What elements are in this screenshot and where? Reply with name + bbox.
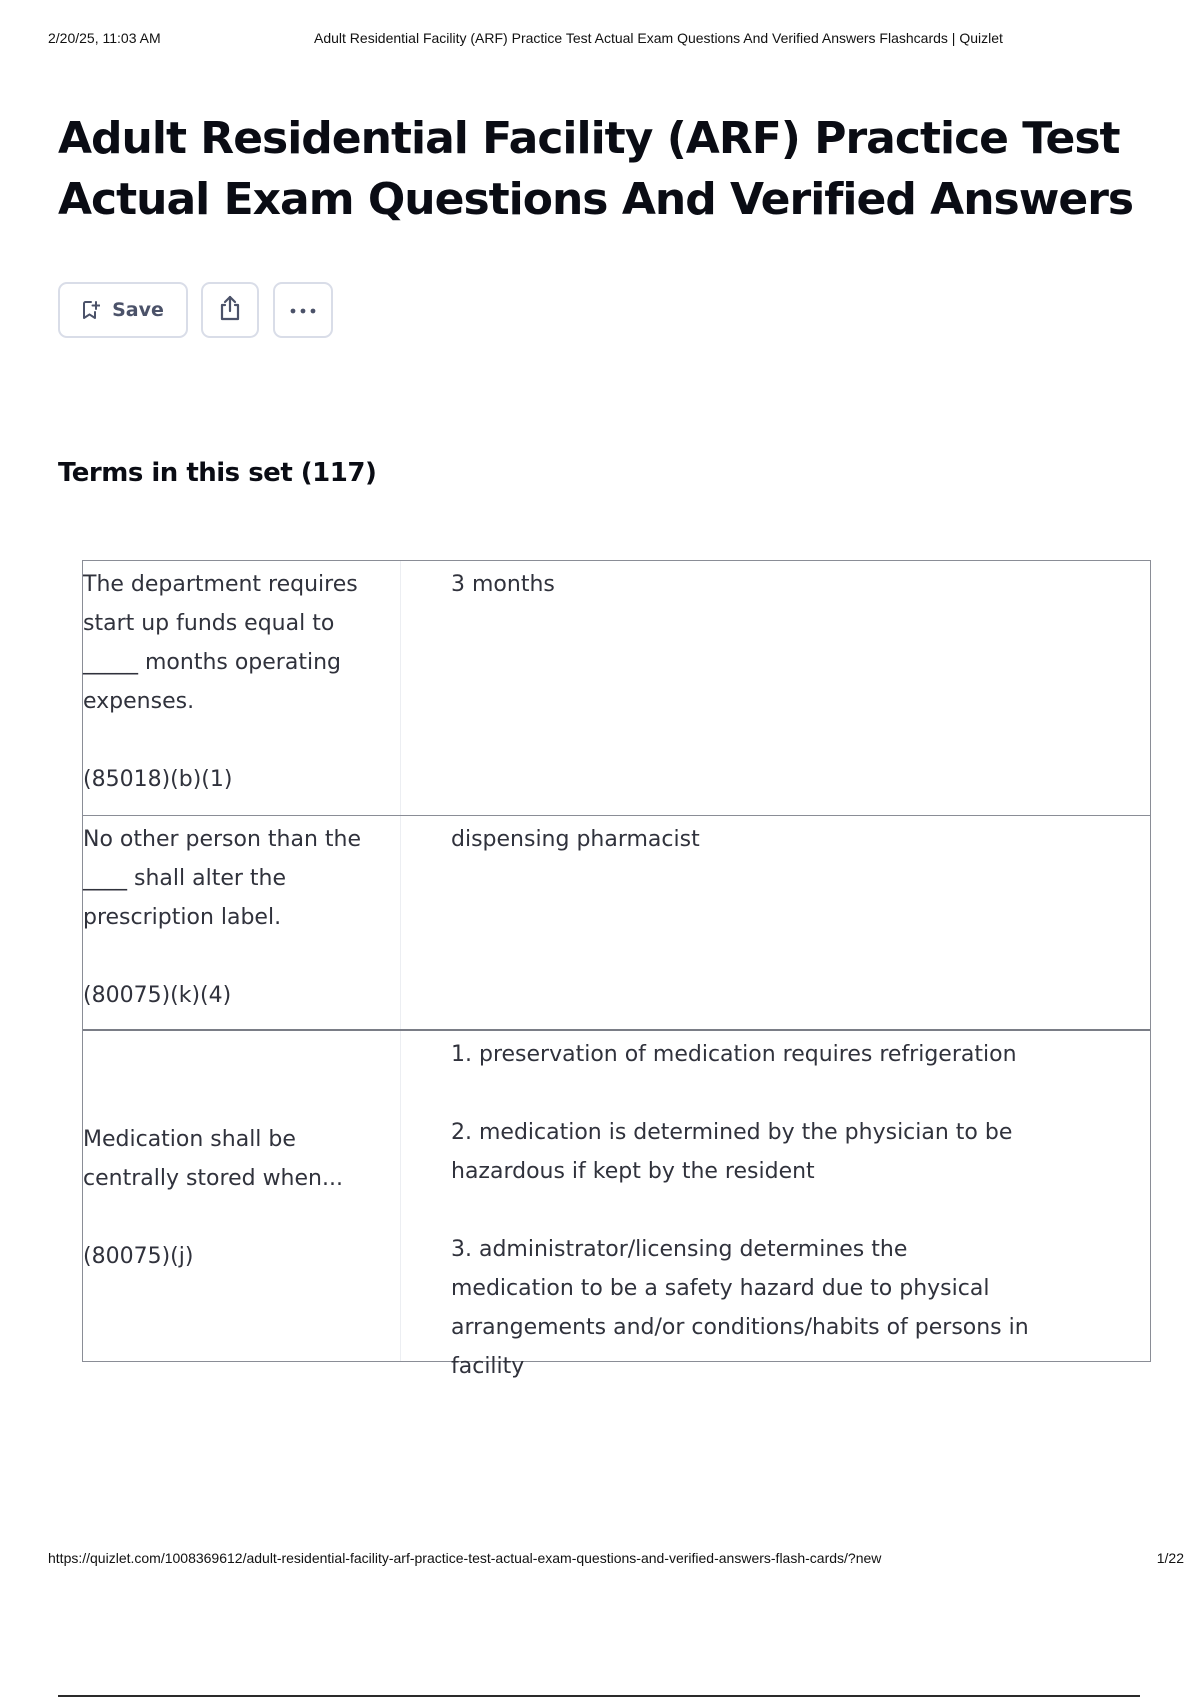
- term-line: expenses.: [83, 689, 195, 714]
- page-title: Adult Residential Facility (ARF) Practice Test Actual Exam Questions And Verified Answers: [58, 113, 1134, 225]
- definition-cell: [401, 816, 1150, 1029]
- term-line: No other person than the: [83, 827, 362, 852]
- terms-table: [82, 560, 1151, 1379]
- term-reference: (80075)(k)(4): [83, 983, 232, 1008]
- term-line: _____ months operating: [83, 650, 341, 675]
- print-page-number: 1/22: [1156, 1550, 1184, 1566]
- term-line: centrally stored when...: [83, 1166, 343, 1191]
- more-options-button[interactable]: [273, 282, 333, 338]
- term-row: [83, 1029, 1150, 1379]
- page-divider: [58, 1695, 1140, 1697]
- term-cell: [83, 1031, 401, 1361]
- definition-text: dispensing pharmacist: [451, 827, 700, 852]
- term-cell: [83, 561, 401, 815]
- print-document-title: Adult Residential Facility (ARF) Practice Test Actual Exam Questions And Verified Answers Flashcards | Quizlet: [314, 30, 1003, 46]
- term-reference: (80075)(j): [83, 1244, 194, 1269]
- print-url: https://quizlet.com/1008369612/adult-residential-facility-arf-practice-test-actual-exam-questions-and-verified-answers-flash-cards/?new: [48, 1550, 882, 1566]
- term-line: prescription label.: [83, 905, 282, 930]
- print-date: 2/20/25, 11:03 AM: [48, 30, 161, 46]
- term-line: start up funds equal to: [83, 611, 335, 636]
- term-cell: [83, 816, 401, 1029]
- definition-text: 3 months: [451, 572, 555, 597]
- save-button[interactable]: [58, 282, 188, 338]
- share-button[interactable]: [201, 282, 259, 338]
- share-icon: [217, 294, 243, 327]
- term-reference: (85018)(b)(1): [83, 767, 233, 792]
- more-horizontal-icon: [290, 301, 316, 319]
- term-line: Medication shall be: [83, 1127, 296, 1152]
- terms-count-heading: Terms in this set (117): [58, 458, 377, 488]
- definition-cell: [401, 561, 1150, 815]
- term-row: [83, 815, 1150, 1029]
- definition-cell: [401, 1031, 1150, 1379]
- definition-item: 1. preservation of medication requires refrigeration: [451, 1042, 1017, 1067]
- bookmark-add-icon: [82, 300, 100, 320]
- print-header: [48, 30, 1152, 50]
- term-line: ____ shall alter the: [83, 866, 286, 891]
- definition-item: 2. medication is determined by the physician to be hazardous if kept by the resident: [451, 1120, 1013, 1184]
- definition-item: 3. administrator/licensing determines the medication to be a safety hazard due to physical arrangements and/or conditions/habits of persons in facility: [451, 1237, 1029, 1379]
- save-button-label: Save: [112, 299, 164, 321]
- term-row: [83, 561, 1150, 815]
- term-line: The department requires: [83, 572, 358, 597]
- print-footer: [48, 1550, 1184, 1570]
